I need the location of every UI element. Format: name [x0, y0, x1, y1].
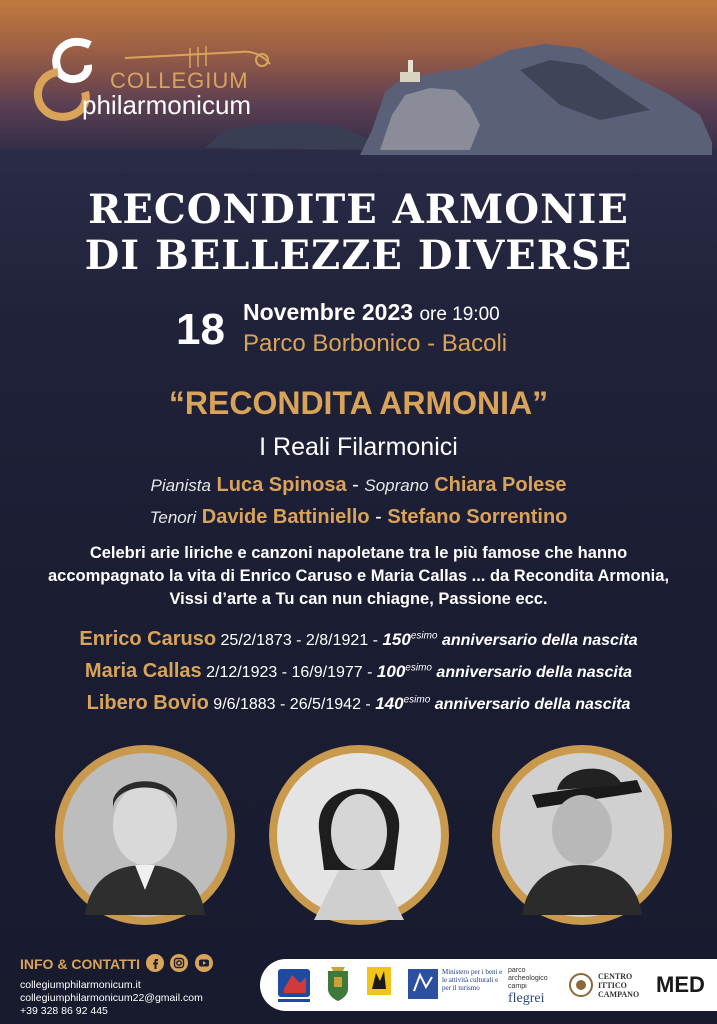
anniversary-dates: 25/2/1873 - 2/8/1921 -	[220, 632, 378, 649]
anniversary-number: 100	[376, 662, 406, 681]
sponsors-bar	[260, 959, 717, 1011]
event-month-year: Novembre 2023	[243, 299, 414, 325]
event-day: 18	[176, 305, 225, 354]
anniversary-name: Maria Callas	[84, 660, 202, 682]
anniversary-dates: 2/12/1923 - 16/9/1977 -	[206, 664, 373, 681]
ministry-text: Ministero per i beni e le attività culturali e per il turismo	[442, 968, 503, 992]
anniversary-number: 150	[382, 630, 411, 649]
phone-number: +39 328 86 92 445	[20, 1005, 108, 1017]
event-time: ore 19:00	[419, 304, 500, 325]
mibact-logo	[406, 959, 440, 1011]
separator: -	[352, 474, 359, 496]
citta-metropolitana-logo	[362, 959, 396, 1011]
main-title-line1: RECONDITE ARMONIE	[88, 186, 629, 233]
tenors-role: Tenori	[149, 508, 197, 527]
portrait-libero-bovio	[487, 740, 677, 930]
anniversary-name: Enrico Caruso	[79, 628, 217, 650]
collegium-logo	[30, 30, 280, 125]
ensemble-name: I Reali Filarmonici	[259, 433, 458, 461]
anniversary-number: 140	[375, 694, 404, 713]
performers-line1	[0, 474, 717, 497]
website-link[interactable]: collegiumphilarmonicum.it	[20, 979, 141, 991]
centro-ittico-emblem	[566, 959, 596, 1011]
youtube-icon[interactable]	[195, 954, 213, 972]
comune-bacoli-logo	[322, 959, 354, 1011]
anniversary-row	[0, 660, 717, 683]
event-date-line	[243, 299, 500, 326]
performers-line2	[0, 506, 717, 529]
concert-description: Celebri arie liriche e canzoni napoletane tra le più famose che hanno accompagnato la vita di Enrico Caruso e Maria Callas ... da Recondita Armonia, Vissi d’arte a Tu can nun chiagne, Passione ecc.	[47, 544, 670, 608]
info-contacts-title: INFO & CONTATTI	[20, 956, 141, 972]
med-logo: MED	[656, 972, 705, 997]
email-link[interactable]: collegiumphilarmonicum22@gmail.com	[20, 992, 203, 1004]
pianist-name: Luca Spinosa	[216, 474, 347, 496]
soprano-name: Chiara Polese	[434, 474, 567, 496]
anniversary-suffix: esimo	[405, 662, 432, 674]
centro-ittico-text: CENTRO ITTICO CAMPANO	[598, 972, 640, 999]
separator: -	[375, 506, 382, 528]
instagram-icon[interactable]	[170, 954, 188, 972]
anniversary-label: anniversario della nascita	[436, 664, 633, 681]
anniversary-name: Libero Bovio	[86, 692, 209, 714]
tenor2-name: Stefano Sorrentino	[387, 506, 568, 528]
tenor1-name: Davide Battiniello	[201, 506, 370, 528]
pianist-role: Pianista	[150, 476, 211, 495]
anniversary-dates: 9/6/1883 - 26/5/1942 -	[213, 696, 371, 713]
main-title-line2: DI BELLEZZE DIVERSE	[84, 232, 633, 279]
logo-text-philarmonicum: philarmonicum	[82, 90, 252, 120]
campi-flegrei-logo	[508, 967, 558, 1009]
concert-title: “RECONDITA ARMONIA”	[168, 385, 549, 421]
facebook-icon[interactable]	[146, 954, 164, 972]
portrait-maria-callas	[264, 740, 454, 930]
event-venue: Parco Borbonico - Bacoli	[243, 330, 508, 357]
anniversary-label: anniversario della nascita	[441, 632, 638, 649]
logo-text-collegium: COLLEGIUM	[110, 68, 249, 93]
anniversary-label: anniversario della nascita	[434, 696, 631, 713]
anniversary-suffix: esimo	[403, 694, 431, 706]
anniversary-row	[0, 628, 717, 651]
anniversary-suffix: esimo	[410, 630, 438, 642]
park-big-text: flegrei	[508, 991, 545, 1006]
regione-campania-logo	[274, 959, 314, 1011]
soprano-role: Soprano	[364, 476, 429, 495]
anniversary-row	[0, 692, 717, 715]
portrait-enrico-caruso	[50, 740, 240, 930]
park-small-text: parco archeologico campi	[508, 967, 548, 990]
